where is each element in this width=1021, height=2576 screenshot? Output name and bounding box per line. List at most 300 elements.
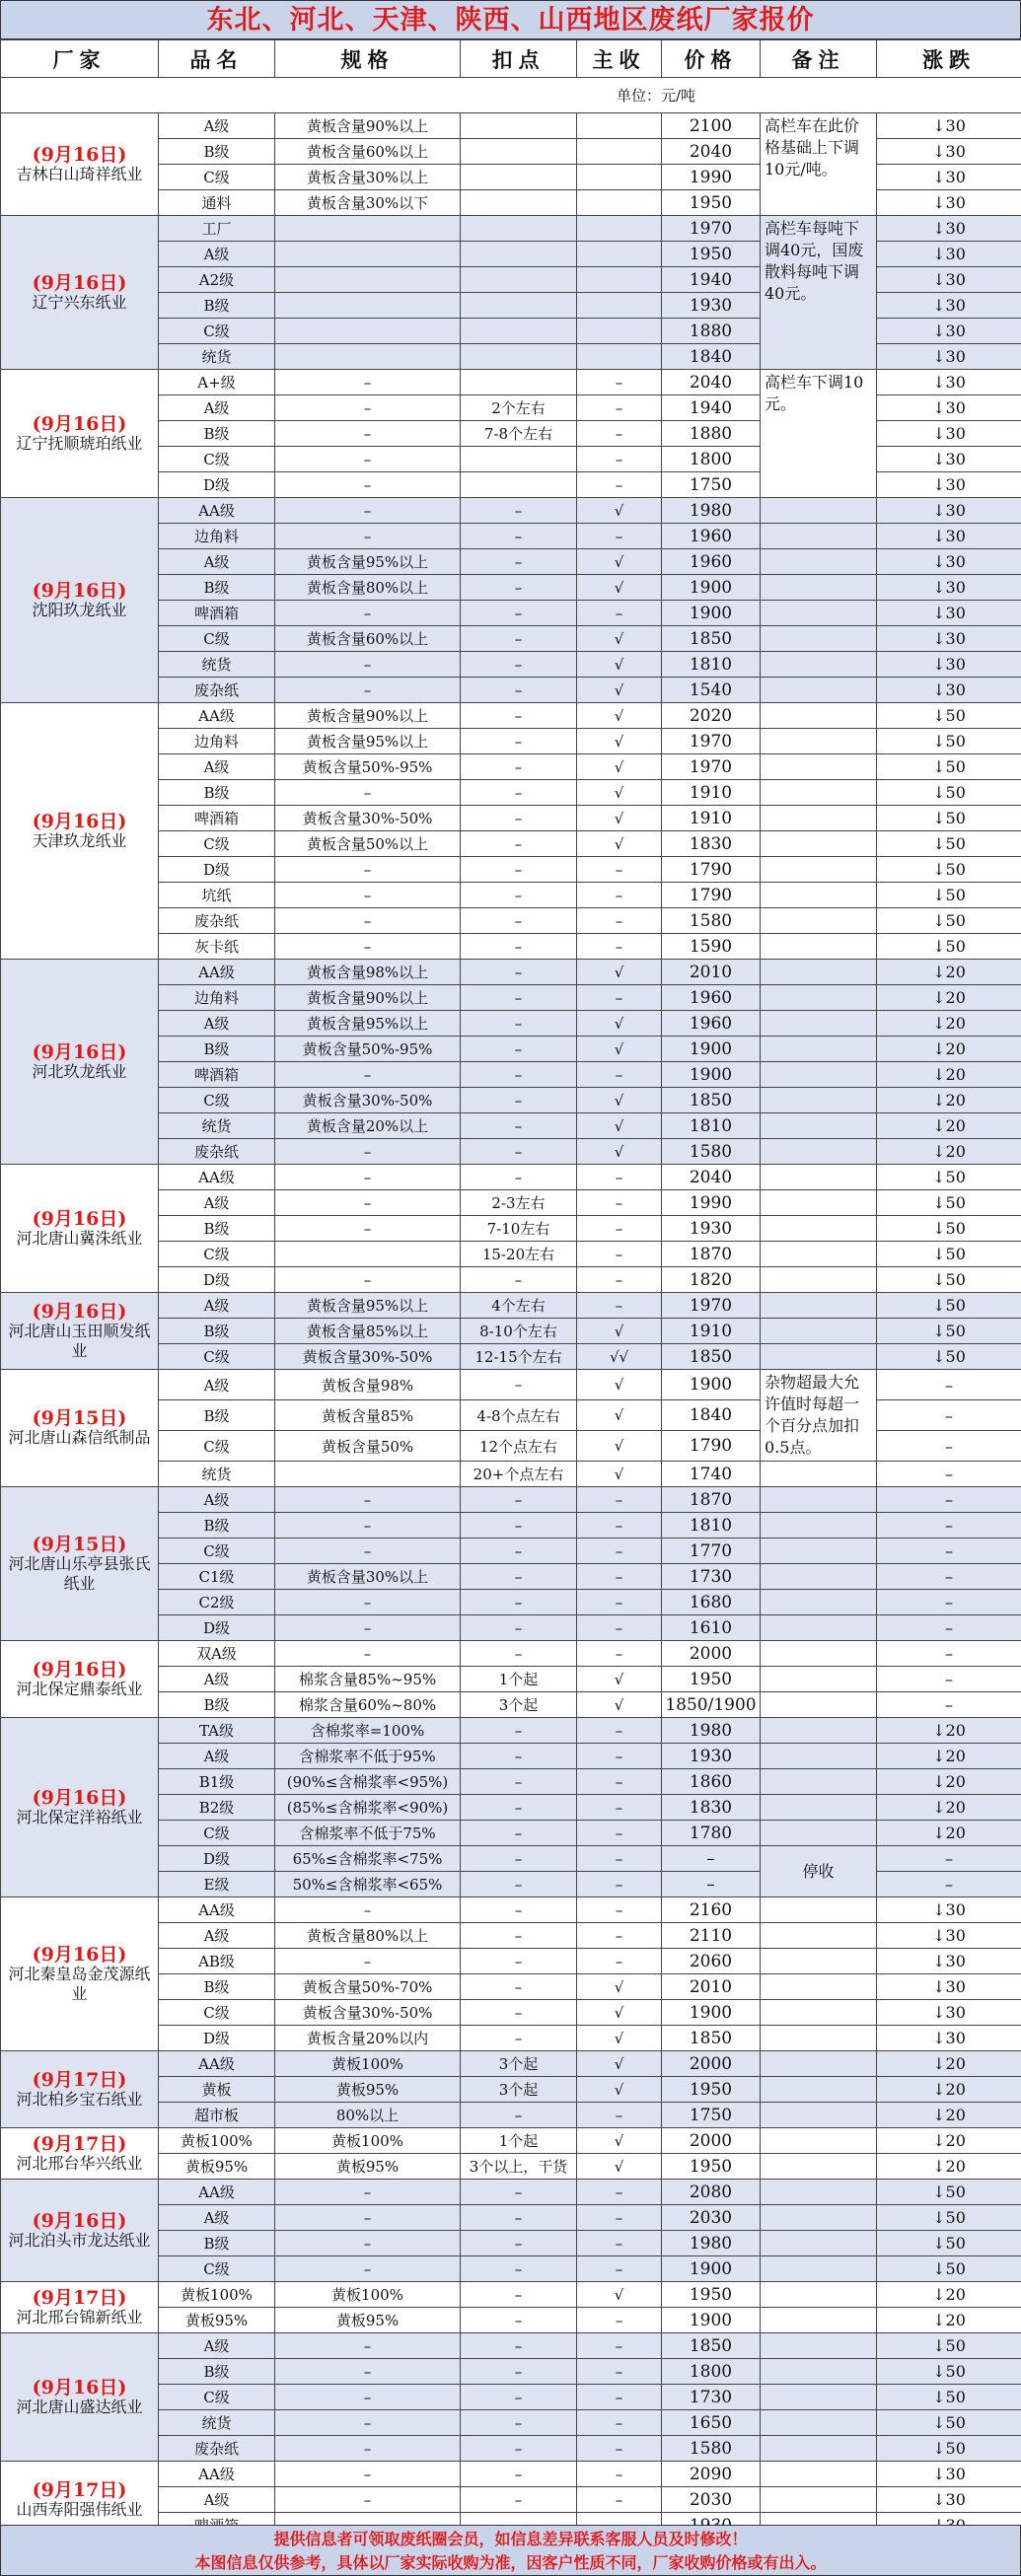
main-cell: – [577,524,662,549]
change-cell: – [877,1564,1021,1590]
note-cell [761,2077,877,2103]
deduct-cell: – [461,1165,577,1190]
spec-cell: 黄板含量30%-50% [275,2000,461,2026]
factory-name: 河北邢台锦新纸业 [16,2307,143,2326]
note-cell [761,1949,877,1974]
deduct-cell: 7-8个左右 [461,421,577,447]
note-cell [761,985,877,1011]
note-cell [761,2385,877,2410]
spec-cell: 黄板含量90%以上 [275,703,461,729]
note-cell [761,934,877,960]
deduct-cell [461,472,577,498]
note-cell [761,2128,877,2154]
change-cell: ↓20 [877,2051,1021,2077]
main-cell: √ [577,1370,662,1400]
note-cell [761,729,877,754]
grade-cell: C级 [159,2256,275,2282]
note-cell: 高栏车每吨下调40元，国废散料每吨下调40元。 [761,216,877,370]
note-cell [761,1216,877,1242]
main-cell: √ [577,2077,662,2103]
price-cell: 1970 [662,1293,761,1319]
grade-cell: 工厂 [159,216,275,242]
main-cell: – [577,2333,662,2359]
change-cell: ↓30 [877,113,1021,139]
price-cell: 1960 [662,524,761,549]
spec-cell: 黄板含量80%以上 [275,575,461,601]
main-cell: √ [577,1431,662,1462]
grade-cell: C级 [159,626,275,652]
change-cell: ↓50 [877,1293,1021,1319]
price-cell: 1970 [662,754,761,780]
change-cell: ↓20 [877,985,1021,1011]
note-cell [761,2180,877,2205]
note-cell [761,2256,877,2282]
spec-cell: – [275,1062,461,1088]
note-cell [761,1462,877,1487]
change-cell: – [877,1590,1021,1615]
price-cell: 2010 [662,1974,761,2000]
grade-cell: A级 [159,1667,275,1692]
main-cell: – [577,1949,662,1974]
change-cell: ↓50 [877,1216,1021,1242]
grade-cell: B级 [159,421,275,447]
note-cell [761,652,877,678]
change-cell: ↓30 [877,344,1021,370]
note-cell [761,601,877,626]
change-cell: ↓30 [877,1949,1021,1974]
spec-cell: 含棉浆率不低于95% [275,1744,461,1769]
change-cell: ↓30 [877,1974,1021,2000]
spec-cell [275,1462,461,1487]
main-cell: – [577,1641,662,1667]
change-cell: ↓30 [877,2000,1021,2026]
deduct-cell: – [461,1769,577,1795]
price-cell: 1800 [662,2359,761,2385]
grade-cell: 啤酒箱 [159,601,275,626]
main-cell: – [577,1718,662,1744]
price-cell: 1880 [662,421,761,447]
main-cell: – [577,472,662,498]
note-cell [761,626,877,652]
factory-date: (9月17日) [32,2068,127,2091]
factory-date: (9月15日) [32,1533,127,1555]
note-cell [761,1190,877,1216]
deduct-cell: 3个起 [461,2051,577,2077]
price-cell: 2000 [662,2128,761,2154]
note-cell [761,1769,877,1795]
note-cell [761,2000,877,2026]
note-cell [761,2410,877,2436]
main-cell: √ [577,1088,662,1113]
change-cell: ↓50 [877,831,1021,857]
spec-cell: 黄板含量30%-50% [275,1088,461,1113]
spec-cell: 黄板含量50%-70% [275,1974,461,2000]
change-cell: ↓50 [877,1242,1021,1267]
factory-cell [1,1641,159,1718]
deduct-cell: – [461,2308,577,2333]
note-cell [761,1513,877,1538]
factory-name: 辽宁抚顺琥珀纸业 [16,433,143,453]
grade-cell: D级 [159,1267,275,1293]
price-cell: 1910 [662,1319,761,1344]
spec-cell: 黄板含量20%以内 [275,2026,461,2051]
spec-cell: – [275,2359,461,2385]
spec-cell: 黄板含量98%以上 [275,960,461,985]
grade-cell: B级 [159,1692,275,1718]
note-cell [761,498,877,524]
price-cell: 2030 [662,2487,761,2513]
grade-cell: 废杂纸 [159,908,275,934]
grade-cell: A级 [159,1190,275,1216]
change-cell: ↓30 [877,2026,1021,2051]
change-cell: ↓20 [877,1718,1021,1744]
main-cell: – [577,1564,662,1590]
price-cell: 2040 [662,1165,761,1190]
factory-cell [1,113,159,216]
deduct-cell: – [461,524,577,549]
change-cell: ↓20 [877,960,1021,985]
price-cell: 1900 [662,575,761,601]
footer-line-2: 本图信息仅供参考，具体以厂家实际收购为准，因客户性质不同，厂家收购价格或有出入。 [194,2553,827,2572]
spec-cell: 50%≤含棉浆率<65% [275,1872,461,1897]
spec-cell: 黄板含量50%以上 [275,831,461,857]
price-cell: 2040 [662,370,761,395]
footer [0,2525,1021,2576]
spec-cell: 黄板含量90%以上 [275,113,461,139]
spec-cell: – [275,908,461,934]
spec-cell: 黄板95% [275,2077,461,2103]
grade-cell: C2级 [159,1590,275,1615]
main-cell: – [577,1846,662,1872]
grade-cell: C级 [159,319,275,344]
grade-cell: E级 [159,1872,275,1897]
price-cell: 1850 [662,2026,761,2051]
factory-cell [1,1487,159,1641]
main-cell [577,319,662,344]
spec-cell: – [275,2385,461,2410]
main-cell [577,190,662,216]
deduct-cell: – [461,2026,577,2051]
grade-cell: A级 [159,1487,275,1513]
factory-date: (9月16日) [32,412,127,435]
price-cell: 1850/1900 [662,1692,761,1718]
deduct-cell: – [461,2385,577,2410]
price-cell: 1900 [662,601,761,626]
deduct-cell: – [461,1062,577,1088]
main-cell: – [577,883,662,908]
deduct-cell: – [461,1037,577,1062]
note-cell [761,1037,877,1062]
price-cell: 1830 [662,1795,761,1821]
deduct-cell: – [461,1267,577,1293]
price-table [0,39,1021,2539]
header-factory: 厂家 [1,40,159,78]
spec-cell: 黄板含量50% [275,1431,461,1462]
grade-cell: 废杂纸 [159,2436,275,2462]
spec-cell: – [275,1590,461,1615]
deduct-cell: – [461,1139,577,1165]
spec-cell: 黄板95% [275,2308,461,2333]
change-cell: ↓30 [877,190,1021,216]
factory-date: (9月16日) [32,271,127,294]
factory-name: 河北唐山冀洙纸业 [16,1228,143,1248]
change-cell: ↓50 [877,806,1021,831]
note-cell: 高栏车在此价格基础上下调10元/吨。 [761,113,877,216]
note-cell [761,2051,877,2077]
table-row [1,1641,1021,1667]
header-row [1,40,1021,78]
main-cell: √ [577,780,662,806]
price-cell: 1590 [662,934,761,960]
grade-cell: 统货 [159,1462,275,1487]
change-cell: ↓30 [877,2462,1021,2487]
main-cell: √√ [577,1344,662,1370]
grade-cell: B级 [159,1037,275,1062]
change-cell: ↓30 [877,652,1021,678]
price-cell: 1850 [662,2333,761,2359]
header-spec: 规格 [275,40,461,78]
main-cell: – [577,857,662,883]
deduct-cell: – [461,1923,577,1949]
deduct-cell [461,216,577,242]
deduct-cell: – [461,729,577,754]
spec-cell: – [275,1949,461,1974]
note-cell [761,1293,877,1319]
main-cell: √ [577,2282,662,2308]
note-cell [761,1692,877,1718]
change-cell: ↓50 [877,2385,1021,2410]
main-cell: – [577,1744,662,1769]
change-cell: ↓20 [877,1062,1021,1088]
spec-cell: 黄板含量85%以上 [275,1319,461,1344]
main-cell: √ [577,2000,662,2026]
deduct-cell [461,190,577,216]
spec-cell: 黄板含量20%以上 [275,1113,461,1139]
change-cell: ↓30 [877,524,1021,549]
factory-cell [1,1897,159,2051]
grade-cell: B1级 [159,1769,275,1795]
deduct-cell: – [461,960,577,985]
note-cell [761,1165,877,1190]
main-cell: √ [577,1011,662,1037]
main-cell: – [577,1062,662,1088]
note-cell [761,2026,877,2051]
spec-cell: – [275,1615,461,1641]
deduct-cell: – [461,831,577,857]
price-cell: 2100 [662,113,761,139]
note-cell [761,857,877,883]
grade-cell: C1级 [159,1564,275,1590]
change-cell: ↓30 [877,447,1021,472]
price-cell: 1780 [662,1821,761,1846]
spec-cell: – [275,883,461,908]
main-cell: – [577,1165,662,1190]
change-cell: ↓20 [877,1769,1021,1795]
price-cell: 1960 [662,1011,761,1037]
note-cell [761,806,877,831]
deduct-cell: 20+个点左右 [461,1462,577,1487]
main-cell: √ [577,960,662,985]
factory-name: 山西寿阳强伟纸业 [16,2499,143,2519]
spec-cell: 黄板含量90%以上 [275,985,461,1011]
spec-cell: – [275,2180,461,2205]
spec-cell: 黄板含量30%以上 [275,165,461,190]
main-cell: – [577,1487,662,1513]
header-price: 价格 [662,40,761,78]
price-cell: 1900 [662,1037,761,1062]
header-grade: 品名 [159,40,275,78]
price-cell: 1870 [662,1242,761,1267]
main-cell: – [577,395,662,421]
deduct-cell: – [461,2333,577,2359]
note-cell [761,1487,877,1513]
grade-cell: A级 [159,549,275,575]
grade-cell: D级 [159,2026,275,2051]
factory-date: (9月16日) [32,1300,127,1323]
grade-cell: C级 [159,1431,275,1462]
spec-cell: – [275,857,461,883]
grade-cell: 黄板95% [159,2154,275,2180]
deduct-cell: – [461,1113,577,1139]
price-cell: 1990 [662,165,761,190]
change-cell: ↓20 [877,1139,1021,1165]
note-cell [761,2205,877,2231]
main-cell: √ [577,703,662,729]
change-cell: – [877,1615,1021,1641]
change-cell: – [877,1400,1021,1431]
grade-cell: 边角料 [159,729,275,754]
price-cell: 1990 [662,1190,761,1216]
deduct-cell [461,344,577,370]
deduct-cell: 4个左右 [461,1293,577,1319]
main-cell: – [577,2410,662,2436]
deduct-cell: – [461,1538,577,1564]
unit-label: 单位：元/吨 [1,78,1021,113]
price-cell: 1980 [662,498,761,524]
deduct-cell: 3个以上，干货 [461,2154,577,2180]
table-row [1,216,1021,242]
note-cell [761,1974,877,2000]
factory-cell [1,1370,159,1487]
main-cell: √ [577,729,662,754]
spec-cell: – [275,1487,461,1513]
price-cell: 2030 [662,2205,761,2231]
main-cell: – [577,2231,662,2256]
header-change: 涨跌 [877,40,1021,78]
grade-cell: D级 [159,1615,275,1641]
factory-date: (9月16日) [32,1040,127,1063]
deduct-cell: – [461,549,577,575]
price-cell: 1610 [662,1615,761,1641]
main-cell: √ [577,1462,662,1487]
spec-cell: – [275,395,461,421]
main-cell: – [577,1897,662,1923]
spec-cell: (90%≤含棉浆率<95%) [275,1769,461,1795]
note-cell [761,1062,877,1088]
main-cell: √ [577,1113,662,1139]
main-cell: √ [577,626,662,652]
price-cell: 1840 [662,344,761,370]
price-cell: 1580 [662,908,761,934]
deduct-cell: – [461,2205,577,2231]
change-cell: ↓50 [877,2205,1021,2231]
main-cell: √ [577,1667,662,1692]
main-cell: √ [577,2128,662,2154]
deduct-cell [461,370,577,395]
main-cell: √ [577,652,662,678]
factory-date: (9月16日) [32,2209,127,2232]
price-cell: 1790 [662,883,761,908]
grade-cell: B级 [159,780,275,806]
factory-name: 辽宁兴东纸业 [32,292,127,312]
main-cell: √ [577,831,662,857]
price-cell: 1910 [662,806,761,831]
table-row [1,2282,1021,2308]
price-cell: 1770 [662,1538,761,1564]
note-cell: 停收 [761,1846,877,1897]
grade-cell: C级 [159,2385,275,2410]
table-row [1,1370,1021,1400]
note-cell [761,2333,877,2359]
change-cell: ↓30 [877,216,1021,242]
note-cell [761,1615,877,1641]
change-cell: – [877,1667,1021,1692]
grade-cell: A级 [159,1744,275,1769]
factory-date: (9月17日) [32,2478,127,2501]
main-cell: √ [577,1319,662,1344]
grade-cell: B级 [159,2359,275,2385]
table-row [1,703,1021,729]
deduct-cell: – [461,1615,577,1641]
grade-cell: C级 [159,1242,275,1267]
factory-cell [1,2333,159,2462]
spec-cell: 黄板含量50%-95% [275,754,461,780]
main-cell: √ [577,2154,662,2180]
main-cell: √ [577,1974,662,2000]
deduct-cell [461,242,577,267]
price-cell: – [662,1872,761,1897]
deduct-cell: 2-3左右 [461,1190,577,1216]
page-title: 东北、河北、天津、陕西、山西地区废纸厂家报价 [0,0,1021,39]
spec-cell: – [275,1513,461,1538]
spec-cell: 黄板含量85% [275,1400,461,1431]
table-row [1,2333,1021,2359]
price-cell: 1730 [662,1564,761,1590]
note-cell [761,2282,877,2308]
change-cell: – [877,1692,1021,1718]
grade-cell: 黄板100% [159,2282,275,2308]
deduct-cell: 12个点左右 [461,1431,577,1462]
deduct-cell: – [461,1641,577,1667]
note-cell [761,1590,877,1615]
factory-cell [1,2180,159,2282]
main-cell: – [577,1242,662,1267]
note-cell [761,754,877,780]
factory-cell [1,2051,159,2128]
main-cell: √ [577,2051,662,2077]
grade-cell: AB级 [159,1949,275,1974]
price-cell: 1850 [662,1088,761,1113]
note-cell [761,2154,877,2180]
spec-cell: – [275,934,461,960]
price-cell: 1860 [662,1769,761,1795]
table-row [1,1487,1021,1513]
main-cell: – [577,1513,662,1538]
note-cell [761,2487,877,2513]
grade-cell: 黄板100% [159,2128,275,2154]
spec-cell: – [275,1139,461,1165]
note-cell [761,1718,877,1744]
